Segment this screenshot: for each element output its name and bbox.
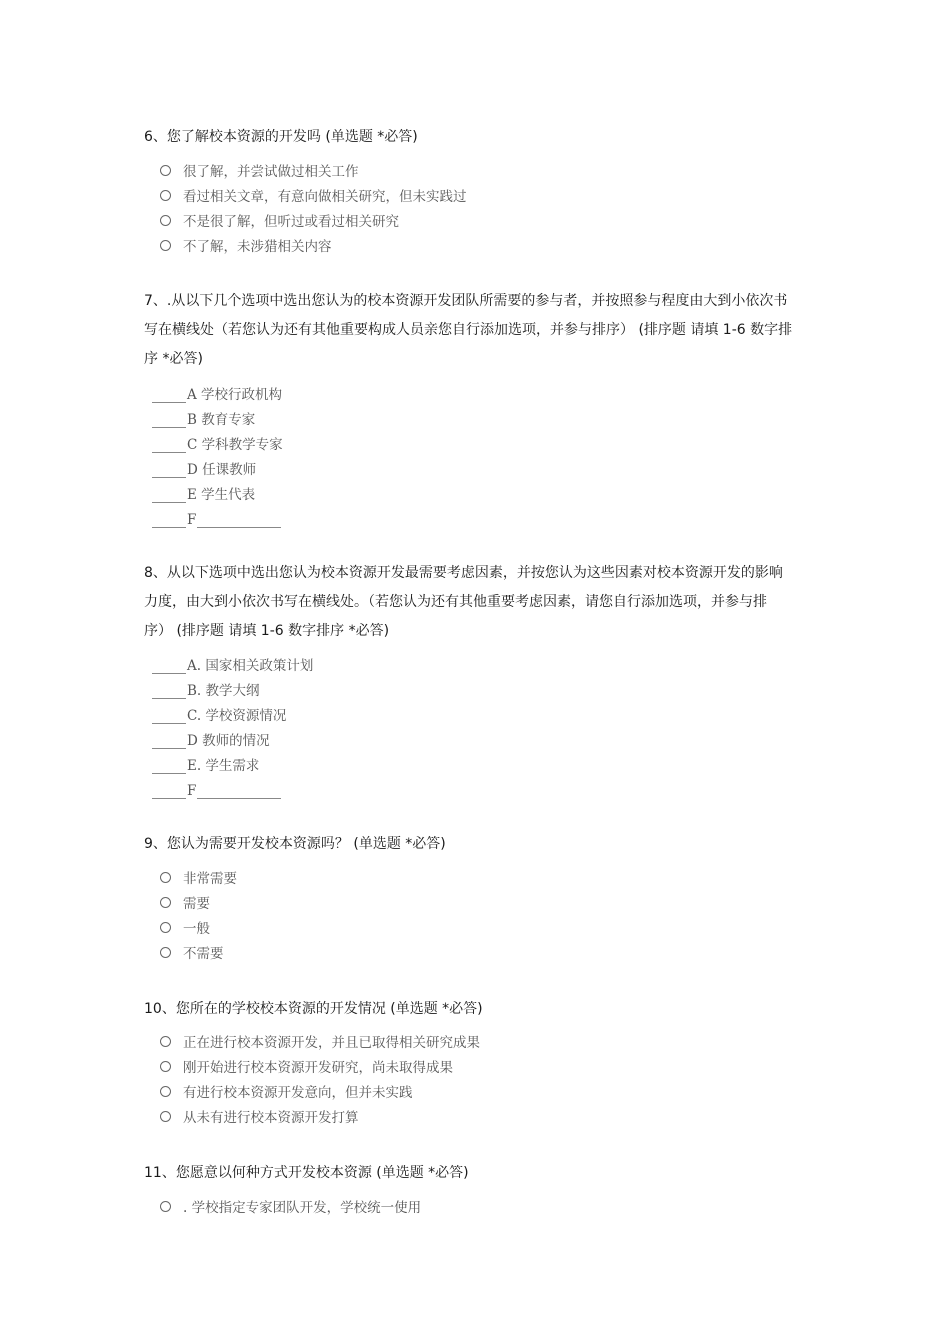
rank-label: E. 学生需求: [187, 758, 260, 774]
q8-rank-item-a[interactable]: [152, 652, 313, 674]
rank-blank[interactable]: [152, 436, 186, 453]
option-label: 不了解，未涉猎相关内容: [183, 239, 332, 255]
option-label: 刚开始进行校本资源开发研究，尚未取得成果: [183, 1060, 453, 1076]
radio-icon[interactable]: [160, 947, 171, 958]
radio-icon[interactable]: [160, 1201, 171, 1212]
q7-rank-item-c[interactable]: [152, 431, 283, 453]
option-label: 有进行校本资源开发意向，但并未实践: [183, 1085, 413, 1101]
rank-label: A 学校行政机构: [187, 387, 283, 403]
rank-blank[interactable]: [152, 682, 186, 699]
q8-rank-item-e[interactable]: [152, 752, 259, 774]
option-label: 一般: [183, 921, 210, 937]
q6-option-4[interactable]: [160, 234, 332, 256]
q9-option-3[interactable]: [160, 916, 210, 938]
rank-blank[interactable]: [152, 732, 186, 749]
question-8-title-line-3: 序） (排序题 请填 1-6 数字排序 *必答): [144, 623, 390, 639]
q7-rank-item-e[interactable]: [152, 481, 255, 503]
option-label: 非常需要: [183, 871, 237, 887]
question-8-title: [144, 559, 814, 646]
q7-rank-item-a[interactable]: [152, 381, 282, 403]
option-label: 很了解，并尝试做过相关工作: [183, 164, 359, 180]
question-9-title: 9、您认为需要开发校本资源吗？ (单选题 *必答): [144, 836, 446, 852]
question-7-title: [144, 287, 814, 374]
q9-option-4[interactable]: [160, 941, 224, 963]
q10-option-4[interactable]: [160, 1105, 359, 1127]
option-label: 不是很了解，但听过或看过相关研究: [183, 214, 399, 230]
q7-rank-item-b[interactable]: [152, 406, 255, 428]
rank-label: D 任课教师: [187, 462, 257, 478]
rank-blank[interactable]: [152, 757, 186, 774]
rank-label: A. 国家相关政策计划: [187, 658, 314, 674]
rank-blank[interactable]: [152, 707, 186, 724]
radio-icon[interactable]: [160, 1036, 171, 1047]
radio-icon[interactable]: [160, 1061, 171, 1072]
question-7-title-line-3: 序 *必答): [144, 351, 203, 367]
option-label: 从未有进行校本资源开发打算: [183, 1110, 359, 1126]
question-11-title: 11、您愿意以何种方式开发校本资源 (单选题 *必答): [144, 1165, 469, 1181]
question-7-title-line-1: 7、.从以下几个选项中选出您认为的校本资源开发团队所需要的参与者，并按照参与程度由大到小依次书: [144, 293, 788, 309]
radio-icon[interactable]: [160, 897, 171, 908]
q7-rank-item-d[interactable]: [152, 456, 256, 478]
option-label: 需要: [183, 896, 210, 912]
option-label: . 学校指定专家团队开发，学校统一使用: [183, 1200, 422, 1216]
rank-label: B 教育专家: [187, 412, 256, 428]
rank-label: B. 教学大纲: [187, 683, 260, 699]
custom-option-blank[interactable]: [197, 511, 281, 528]
question-8-title-line-2: 力度，由大到小依次书写在横线处。（若您认为还有其他重要考虑因素，请您自行添加选项，并参与排: [144, 594, 767, 610]
radio-icon[interactable]: [160, 922, 171, 933]
option-label: 正在进行校本资源开发，并且已取得相关研究成果: [183, 1035, 480, 1051]
custom-option-blank[interactable]: [197, 782, 281, 799]
rank-blank[interactable]: [152, 461, 186, 478]
q6-option-2[interactable]: [160, 184, 467, 206]
q8-rank-item-c[interactable]: [152, 702, 286, 724]
q6-option-3[interactable]: [160, 209, 399, 231]
rank-label: E 学生代表: [187, 487, 256, 503]
rank-blank[interactable]: [152, 486, 186, 503]
radio-icon[interactable]: [160, 165, 171, 176]
q10-option-3[interactable]: [160, 1080, 413, 1102]
q8-rank-item-f[interactable]: [152, 777, 281, 799]
q11-option-1[interactable]: [160, 1195, 421, 1217]
q7-rank-item-f[interactable]: [152, 506, 281, 528]
rank-blank[interactable]: [152, 657, 186, 674]
q10-option-1[interactable]: [160, 1030, 480, 1052]
q9-option-2[interactable]: [160, 891, 210, 913]
q10-option-2[interactable]: [160, 1055, 453, 1077]
radio-icon[interactable]: [160, 190, 171, 201]
rank-label: C. 学校资源情况: [187, 708, 287, 724]
radio-icon[interactable]: [160, 215, 171, 226]
radio-icon[interactable]: [160, 872, 171, 883]
rank-blank[interactable]: [152, 782, 186, 799]
question-10-title: 10、您所在的学校校本资源的开发情况 (单选题 *必答): [144, 1001, 483, 1017]
q6-option-1[interactable]: [160, 159, 359, 181]
radio-icon[interactable]: [160, 240, 171, 251]
rank-blank[interactable]: [152, 386, 186, 403]
question-7-title-line-2: 写在横线处（若您认为还有其他重要构成人员亲您自行添加选项，并参与排序） (排序题 请填 1-6 数字排: [144, 322, 793, 338]
option-label: 看过相关文章，有意向做相关研究，但未实践过: [183, 189, 467, 205]
q9-option-1[interactable]: [160, 866, 237, 888]
q8-rank-item-b[interactable]: [152, 677, 260, 699]
rank-label: C 学科教学专家: [187, 437, 283, 453]
radio-icon[interactable]: [160, 1111, 171, 1122]
rank-label: F: [187, 512, 197, 528]
rank-label: F: [187, 783, 197, 799]
rank-label: D 教师的情况: [187, 733, 270, 749]
question-6-title: 6、您了解校本资源的开发吗 (单选题 *必答): [144, 129, 418, 145]
option-label: 不需要: [183, 946, 224, 962]
rank-blank[interactable]: [152, 411, 186, 428]
question-8-title-line-1: 8、从以下选项中选出您认为校本资源开发最需要考虑因素，并按您认为这些因素对校本资源开发的影响: [144, 565, 783, 581]
rank-blank[interactable]: [152, 511, 186, 528]
radio-icon[interactable]: [160, 1086, 171, 1097]
q8-rank-item-d[interactable]: [152, 727, 270, 749]
